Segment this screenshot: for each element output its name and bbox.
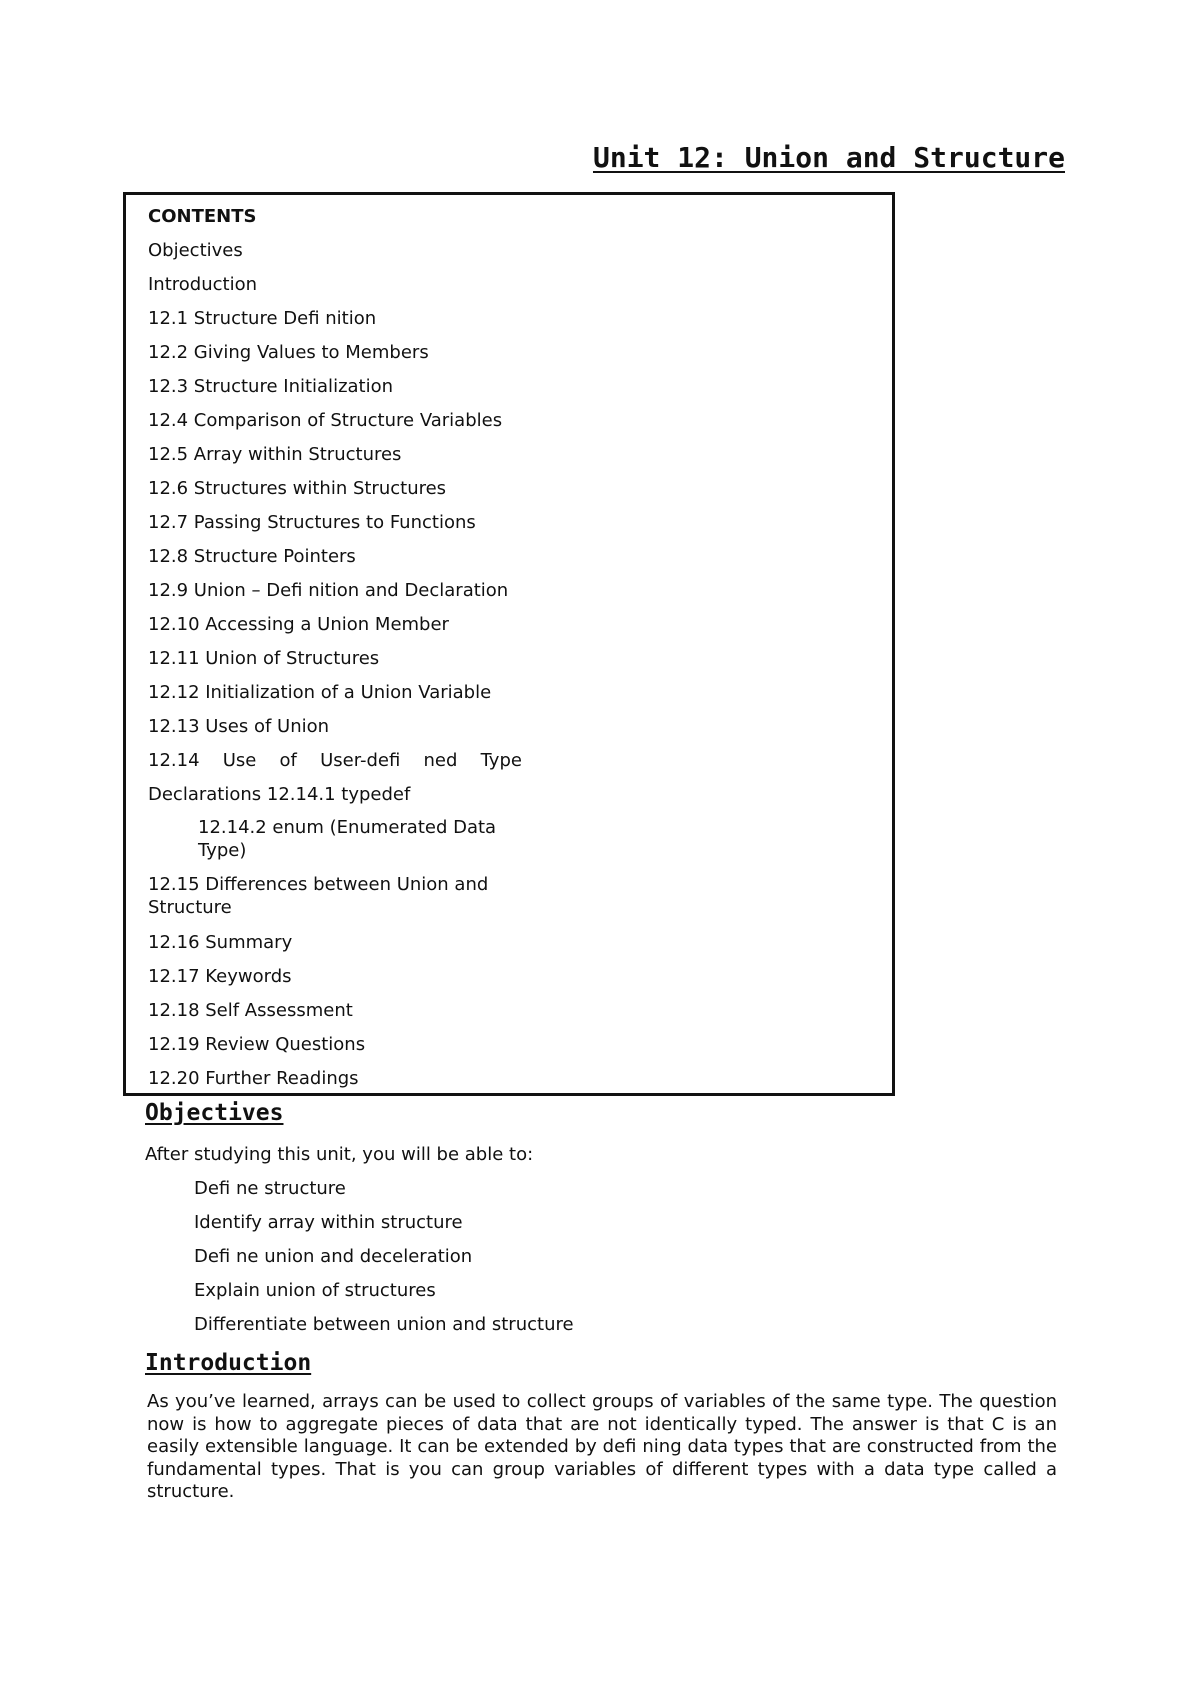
toc-item: 12.6 Structures within Structures — [148, 478, 447, 499]
objective-item: Defi ne union and deceleration — [194, 1246, 473, 1267]
toc-item: 12.4 Comparison of Structure Variables — [148, 410, 503, 431]
contents-box — [123, 192, 895, 1096]
toc-item: 12.5 Array within Structures — [148, 444, 402, 465]
toc-item: 12.10 Accessing a Union Member — [148, 614, 449, 635]
toc-item: 12.8 Structure Pointers — [148, 546, 356, 567]
toc-item: 12.1 Structure Defi nition — [148, 308, 377, 329]
toc-item-12-15: 12.15 Differences between Union and Structure — [148, 874, 489, 918]
introduction-paragraph: As you’ve learned, arrays can be used to collect groups of variables of the same type. The question now is how to aggregate pieces of data that are not identically typed. The answer is that C is an easily extensible language. It can be extended by defi ning data types that are constructed from the fundamental types. That is you can group variables of different types with a data type called a structure. — [147, 1391, 1057, 1502]
toc-item-introduction: Introduction — [148, 274, 258, 295]
toc-item: 12.16 Summary — [148, 932, 293, 953]
toc-item: 12.2 Giving Values to Members — [148, 342, 429, 363]
toc-item: 12.9 Union – Defi nition and Declaration — [148, 580, 509, 601]
toc-item: 12.19 Review Questions — [148, 1034, 366, 1055]
toc-item: 12.11 Union of Structures — [148, 648, 380, 669]
toc-item: 12.7 Passing Structures to Functions — [148, 512, 476, 533]
objective-item: Defi ne structure — [194, 1178, 346, 1199]
toc-item: 12.18 Self Assessment — [148, 1000, 353, 1021]
objectives-lead: After studying this unit, you will be able to: — [145, 1144, 534, 1165]
toc-word: Use — [222, 750, 257, 771]
toc-word: User-defi — [320, 750, 401, 771]
toc-item-12-14-2: 12.14.2 enum (Enumerated Data Type) — [198, 817, 497, 861]
toc-item: 12.17 Keywords — [148, 966, 292, 987]
toc-word: 12.14 — [148, 750, 200, 771]
objective-item: Explain union of structures — [194, 1280, 436, 1301]
introduction-heading: Introduction — [145, 1350, 312, 1376]
objective-item: Identify array within structure — [194, 1212, 463, 1233]
toc-item-12-14 — [148, 749, 522, 773]
toc-item: 12.12 Initialization of a Union Variable — [148, 682, 492, 703]
objective-item: Differentiate between union and structure — [194, 1314, 574, 1335]
objectives-heading: Objectives — [145, 1100, 284, 1126]
toc-item-objectives: Objectives — [148, 240, 243, 261]
toc-item-12-14-cont: Declarations 12.14.1 typedef — [148, 784, 411, 805]
toc-item: 12.20 Further Readings — [148, 1068, 359, 1089]
toc-word: Type — [480, 750, 522, 771]
toc-word: ned — [423, 750, 458, 771]
unit-title: Unit 12: Union and Structure — [592, 141, 1065, 174]
contents-heading: CONTENTS — [148, 206, 257, 227]
toc-word: of — [279, 750, 297, 771]
toc-item: 12.3 Structure Initialization — [148, 376, 394, 397]
toc-item: 12.13 Uses of Union — [148, 716, 330, 737]
